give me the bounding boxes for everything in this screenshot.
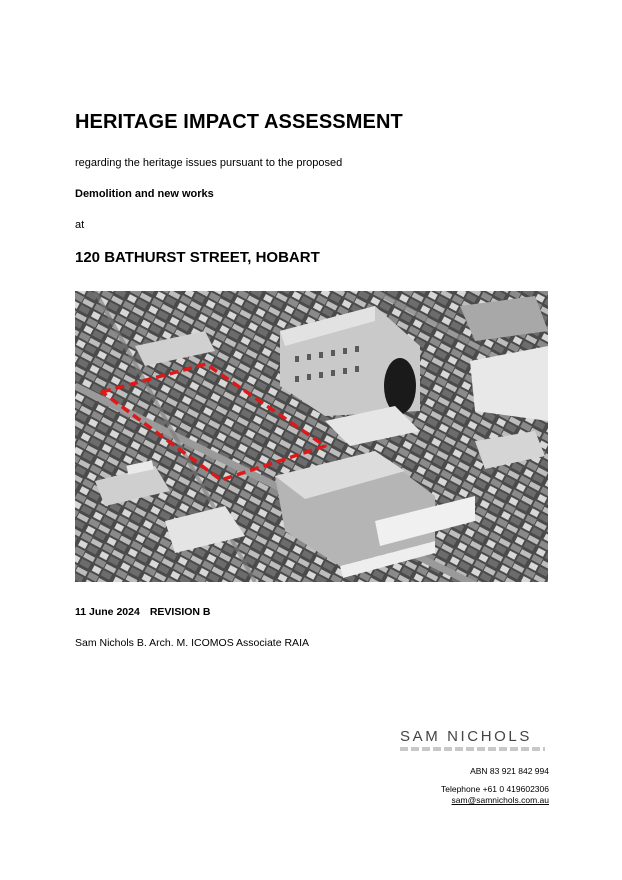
document-title: HERITAGE IMPACT ASSESSMENT xyxy=(75,111,403,133)
logo-tagline xyxy=(400,747,545,751)
regarding-text: regarding the heritage issues pursuant to the proposed xyxy=(75,157,343,169)
company-logo xyxy=(400,728,550,751)
email-link[interactable]: sam@samnichols.com.au xyxy=(451,795,549,805)
abn-number: ABN 83 921 842 994 xyxy=(470,766,549,776)
site-address: 120 BATHURST STREET, HOBART xyxy=(75,249,320,266)
revision-label: REVISION B xyxy=(149,606,211,618)
aerial-photo xyxy=(75,291,548,582)
issue-date: 11 June 2024 xyxy=(75,606,140,618)
logo-name: SAM NICHOLS xyxy=(400,728,532,745)
works-text: Demolition and new works xyxy=(75,188,214,200)
author-credentials: Sam Nichols B. Arch. M. ICOMOS Associate RAIA xyxy=(75,637,309,649)
issue-date-line xyxy=(75,606,211,618)
at-text: at xyxy=(75,219,85,231)
telephone: Telephone +61 0 419602306 xyxy=(440,784,549,794)
